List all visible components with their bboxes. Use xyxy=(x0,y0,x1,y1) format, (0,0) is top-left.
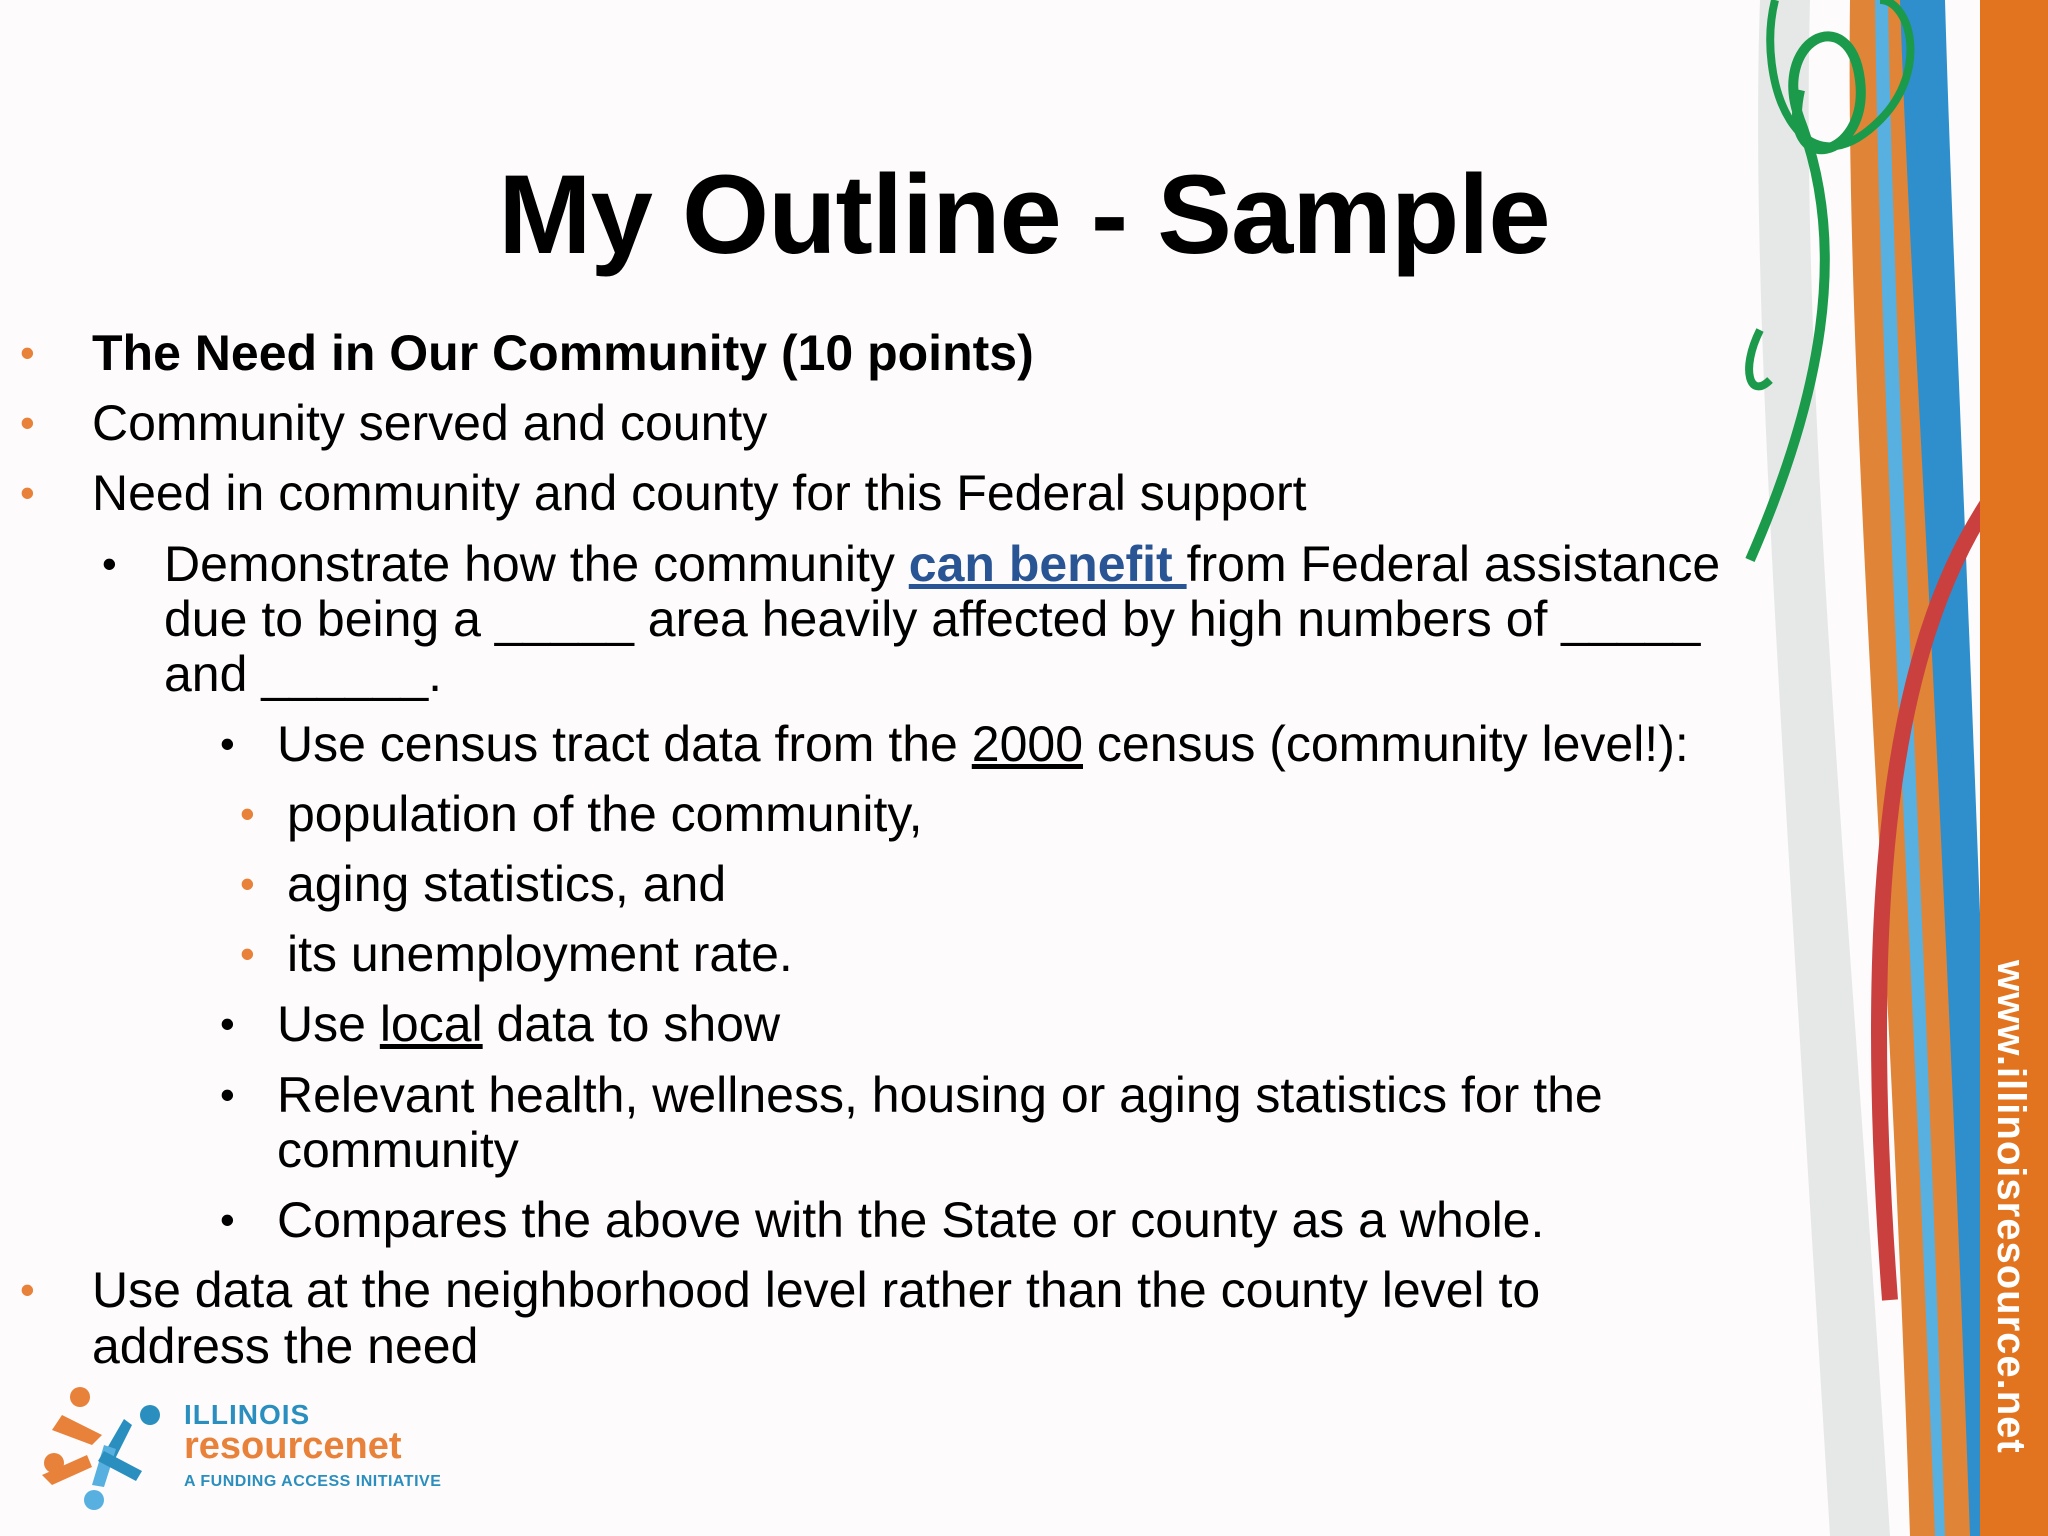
local-word: local xyxy=(379,996,483,1052)
outline-item-unemployment: its unemployment rate. xyxy=(287,926,793,982)
bullet-marker: • xyxy=(220,1071,235,1118)
outline-item-local-data xyxy=(277,996,780,1052)
local-text-cont: data to show xyxy=(482,996,781,1052)
side-url-text: www.illinoisresource.net xyxy=(1989,960,2033,1454)
logo-resourcenet-text: resourcenet xyxy=(184,1425,402,1467)
demonstrate-text: Demonstrate how the community xyxy=(164,536,909,592)
outline-item-census xyxy=(277,716,1689,772)
outline-item-relevant-line2: community xyxy=(277,1122,519,1178)
bullet-marker: • xyxy=(240,790,255,837)
slide-title: My Outline - Sample xyxy=(498,152,1550,277)
census-text: Use census tract data from the xyxy=(277,716,972,772)
outline-item-need-heading: The Need in Our Community (10 points) xyxy=(92,325,1034,381)
outline-item-relevant: Relevant health, wellness, housing or aging statistics for the xyxy=(277,1067,1603,1123)
logo-tagline: A FUNDING ACCESS INITIATIVE xyxy=(184,1473,442,1490)
illinois-resourcenet-logo xyxy=(32,1375,462,1515)
bullet-marker: • xyxy=(20,399,35,446)
local-text: Use xyxy=(277,996,380,1052)
census-year: 2000 xyxy=(971,716,1083,772)
outline-item-neighborhood-line2: address the need xyxy=(92,1318,479,1374)
bullet-marker: • xyxy=(20,469,35,516)
outline-item-demonstrate xyxy=(164,536,1720,592)
outline-item-demonstrate-line2: due to being a _____ area heavily affected by high numbers of _____ xyxy=(164,591,1701,647)
outline-item-need-federal: Need in community and county for this Federal support xyxy=(92,465,1307,521)
outline-item-demonstrate-line3: and ______. xyxy=(164,646,443,702)
outline-item-community-served: Community served and county xyxy=(92,395,768,451)
bullet-marker: • xyxy=(20,329,35,376)
demonstrate-text-cont: from Federal assistance xyxy=(1186,536,1721,592)
bullet-marker: • xyxy=(220,720,235,767)
outline-item-compares: Compares the above with the State or county as a whole. xyxy=(277,1192,1545,1248)
bullet-marker: • xyxy=(220,1000,235,1047)
people-logo-icon xyxy=(32,1375,172,1515)
bullet-marker: • xyxy=(20,1266,35,1313)
logo-illinois-text: ILLINOIS xyxy=(184,1399,311,1430)
outline-item-population: population of the community, xyxy=(287,786,923,842)
bullet-marker: • xyxy=(240,930,255,977)
bullet-marker: • xyxy=(220,1196,235,1243)
can-benefit-link[interactable]: can benefit xyxy=(908,536,1187,592)
outline-item-neighborhood: Use data at the neighborhood level rather than the county level to xyxy=(92,1262,1541,1318)
outline-item-aging: aging statistics, and xyxy=(287,856,727,912)
census-text-cont: census (community level!): xyxy=(1083,716,1689,772)
bullet-marker: • xyxy=(102,540,117,587)
bullet-marker: • xyxy=(240,860,255,907)
